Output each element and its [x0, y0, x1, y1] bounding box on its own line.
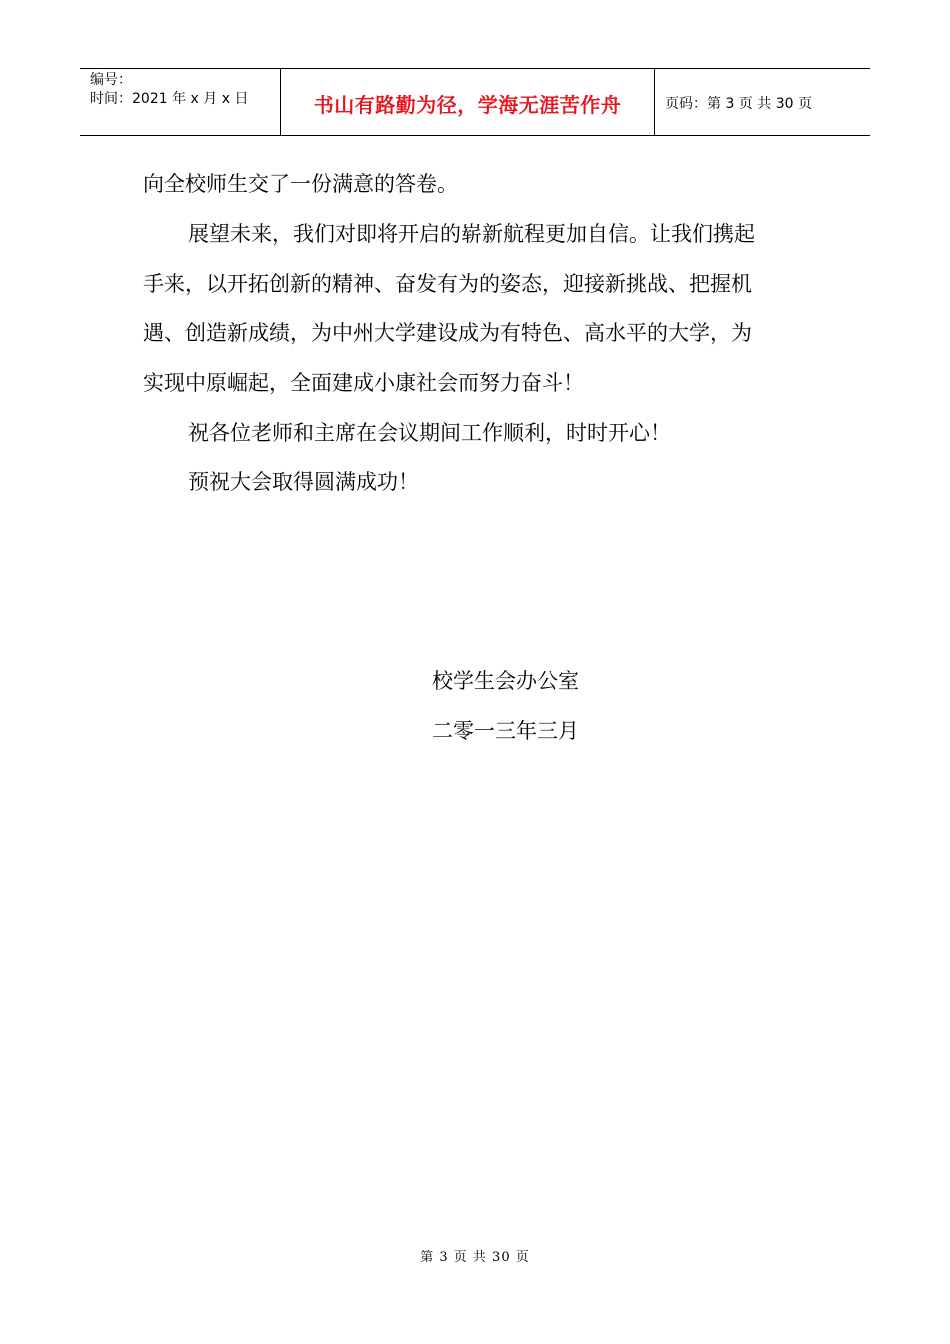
body-line: 遇、创造新成绩，为中州大学建设成为有特色、高水平的大学，为 [143, 321, 752, 345]
body-paragraph-start: 展望未来，我们对即将开启的崭新航程更加自信。让我们携起 [188, 222, 755, 246]
page-footer: 第 3 页 共 30 页 [420, 1250, 530, 1265]
document-date-label: 时间：2021 年 x 月 x 日 [90, 91, 249, 107]
document-header [80, 68, 870, 136]
header-meta-cell [80, 69, 281, 135]
header-page-info: 页码：第 3 页 共 30 页 [665, 96, 812, 112]
signature-organization: 校学生会办公室 [432, 669, 579, 693]
body-line: 实现中原崛起，全面建成小康社会而努力奋斗！ [143, 371, 584, 395]
body-line: 手来，以开拓创新的精神、奋发有为的姿态，迎接新挑战、把握机 [143, 272, 752, 296]
body-line: 向全校师生交了一份满意的答卷。 [143, 172, 458, 196]
header-motto: 书山有路勤为径，学海无涯苦作舟 [313, 92, 622, 117]
document-number-label: 编号： [90, 72, 132, 88]
body-paragraph-start: 预祝大会取得圆满成功！ [188, 470, 419, 494]
header-page-cell [655, 69, 870, 135]
body-paragraph-start: 祝各位老师和主席在会议期间工作顺利，时时开心！ [188, 421, 671, 445]
header-motto-cell [281, 69, 655, 135]
signature-date: 二零一三年三月 [432, 719, 579, 743]
